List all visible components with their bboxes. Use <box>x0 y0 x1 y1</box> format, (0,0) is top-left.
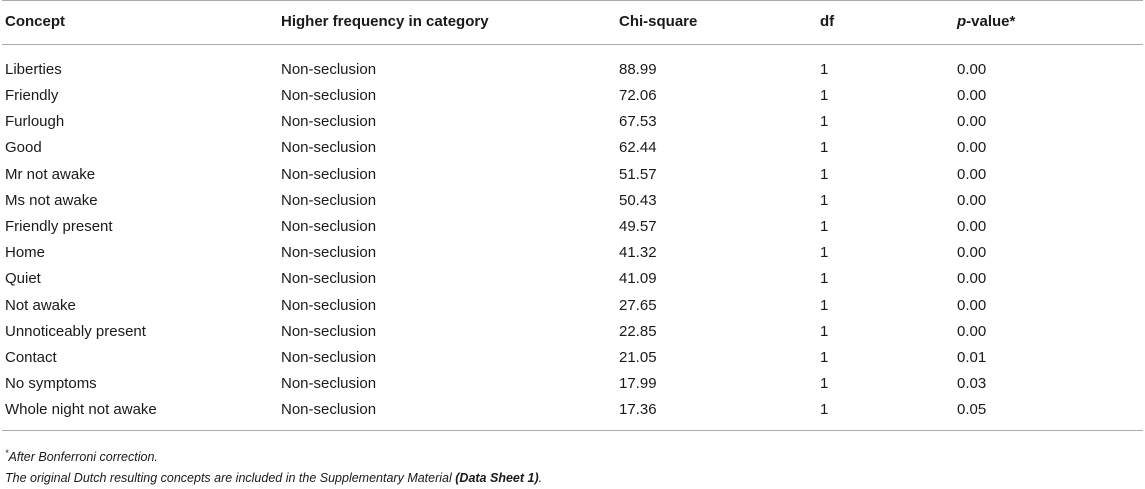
cell-df: 1 <box>820 270 829 288</box>
cell-p-value: 0.00 <box>957 61 987 79</box>
cell-p-value: 0.00 <box>957 191 987 209</box>
table-row <box>2 318 1143 344</box>
table-row <box>2 45 1143 83</box>
cell-chi-square: 51.57 <box>619 165 657 183</box>
table-row <box>2 266 1143 292</box>
table-row <box>2 240 1143 266</box>
cell-category: Non-seclusion <box>281 61 377 79</box>
table-row <box>2 292 1143 318</box>
cell-chi-square: 62.44 <box>619 139 657 157</box>
header-concept: Concept <box>5 13 65 30</box>
cell-concept: Quiet <box>5 270 41 288</box>
cell-category: Non-seclusion <box>281 270 377 288</box>
cell-p-value: 0.00 <box>957 218 987 236</box>
footnote-bonferroni <box>5 443 1145 468</box>
cell-concept: Friendly present <box>5 218 113 236</box>
table-row <box>2 213 1143 239</box>
cell-p-value: 0.00 <box>957 244 987 262</box>
cell-chi-square: 17.36 <box>619 401 657 418</box>
cell-concept: No symptoms <box>5 375 97 393</box>
cell-category: Non-seclusion <box>281 191 377 209</box>
cell-p-value: 0.03 <box>957 375 987 393</box>
cell-category: Non-seclusion <box>281 139 377 157</box>
cell-concept: Not awake <box>5 296 76 314</box>
cell-df: 1 <box>820 322 829 340</box>
cell-p-value: 0.00 <box>957 139 987 157</box>
table-row <box>2 161 1143 187</box>
cell-concept: Whole night not awake <box>5 401 157 418</box>
cell-chi-square: 41.32 <box>619 244 657 262</box>
footnote-supplementary-text: The original Dutch resulting concepts are included in the Supplementary Material <box>5 471 456 486</box>
table-row <box>2 344 1143 370</box>
header-higher-frequency: Higher frequency in category <box>281 13 489 30</box>
header-row <box>2 1 1143 45</box>
header-chi-square: Chi-square <box>619 13 698 30</box>
header-p-value-suffix: -value* <box>966 13 1016 30</box>
cell-chi-square: 50.43 <box>619 191 657 209</box>
cell-concept: Mr not awake <box>5 165 96 183</box>
cell-df: 1 <box>820 296 829 314</box>
cell-chi-square: 21.05 <box>619 348 657 366</box>
cell-df: 1 <box>820 191 829 209</box>
cell-df: 1 <box>820 348 829 366</box>
cell-category: Non-seclusion <box>281 87 377 105</box>
cell-p-value: 0.05 <box>957 401 987 418</box>
cell-df: 1 <box>820 218 829 236</box>
cell-df: 1 <box>820 375 829 393</box>
header-df: df <box>820 13 835 30</box>
header-p-value <box>954 1 1143 45</box>
table-row <box>2 397 1143 431</box>
footnote-supplementary <box>5 468 1145 489</box>
cell-chi-square: 27.65 <box>619 296 657 314</box>
footnote-data-sheet-ref: (Data Sheet 1) <box>455 471 539 486</box>
cell-category: Non-seclusion <box>281 375 377 393</box>
cell-p-value: 0.00 <box>957 87 987 105</box>
cell-p-value: 0.00 <box>957 113 987 131</box>
cell-chi-square: 17.99 <box>619 375 657 393</box>
cell-concept: Contact <box>5 348 57 366</box>
cell-category: Non-seclusion <box>281 322 377 340</box>
cell-df: 1 <box>820 61 829 79</box>
table-row <box>2 371 1143 397</box>
footnote-bonferroni-text: After Bonferroni correction. <box>8 450 158 465</box>
cell-concept: Furlough <box>5 113 65 131</box>
table-row <box>2 135 1143 161</box>
footnote-supplementary-end: . <box>538 471 543 486</box>
footnote-mark: * <box>5 448 9 459</box>
cell-df: 1 <box>820 113 829 131</box>
cell-concept: Liberties <box>5 61 62 79</box>
table-row <box>2 83 1143 109</box>
cell-category: Non-seclusion <box>281 401 377 418</box>
cell-category: Non-seclusion <box>281 244 377 262</box>
cell-p-value: 0.00 <box>957 270 987 288</box>
cell-p-value: 0.01 <box>957 348 987 366</box>
cell-chi-square: 22.85 <box>619 322 657 340</box>
cell-concept: Good <box>5 139 42 157</box>
chi-square-table <box>2 0 1143 431</box>
cell-category: Non-seclusion <box>281 348 377 366</box>
cell-chi-square: 67.53 <box>619 113 657 131</box>
cell-df: 1 <box>820 165 829 183</box>
cell-concept: Friendly <box>5 87 59 105</box>
table-footnotes <box>5 443 1145 489</box>
cell-category: Non-seclusion <box>281 296 377 314</box>
header-p-value-prefix: p <box>957 13 967 30</box>
table-body <box>2 45 1143 431</box>
table-row <box>2 187 1143 213</box>
cell-df: 1 <box>820 401 829 418</box>
cell-category: Non-seclusion <box>281 165 377 183</box>
cell-p-value: 0.00 <box>957 296 987 314</box>
table-header <box>2 1 1143 45</box>
cell-df: 1 <box>820 244 829 262</box>
cell-chi-square: 72.06 <box>619 87 657 105</box>
cell-chi-square: 49.57 <box>619 218 657 236</box>
cell-concept: Unnoticeably present <box>5 322 146 340</box>
cell-chi-square: 88.99 <box>619 61 657 79</box>
cell-concept: Ms not awake <box>5 191 98 209</box>
cell-df: 1 <box>820 87 829 105</box>
table-row <box>2 109 1143 135</box>
cell-df: 1 <box>820 139 829 157</box>
cell-p-value: 0.00 <box>957 165 987 183</box>
cell-concept: Home <box>5 244 46 262</box>
cell-category: Non-seclusion <box>281 218 377 236</box>
cell-category: Non-seclusion <box>281 113 377 131</box>
cell-chi-square: 41.09 <box>619 270 657 288</box>
cell-p-value: 0.00 <box>957 322 987 340</box>
